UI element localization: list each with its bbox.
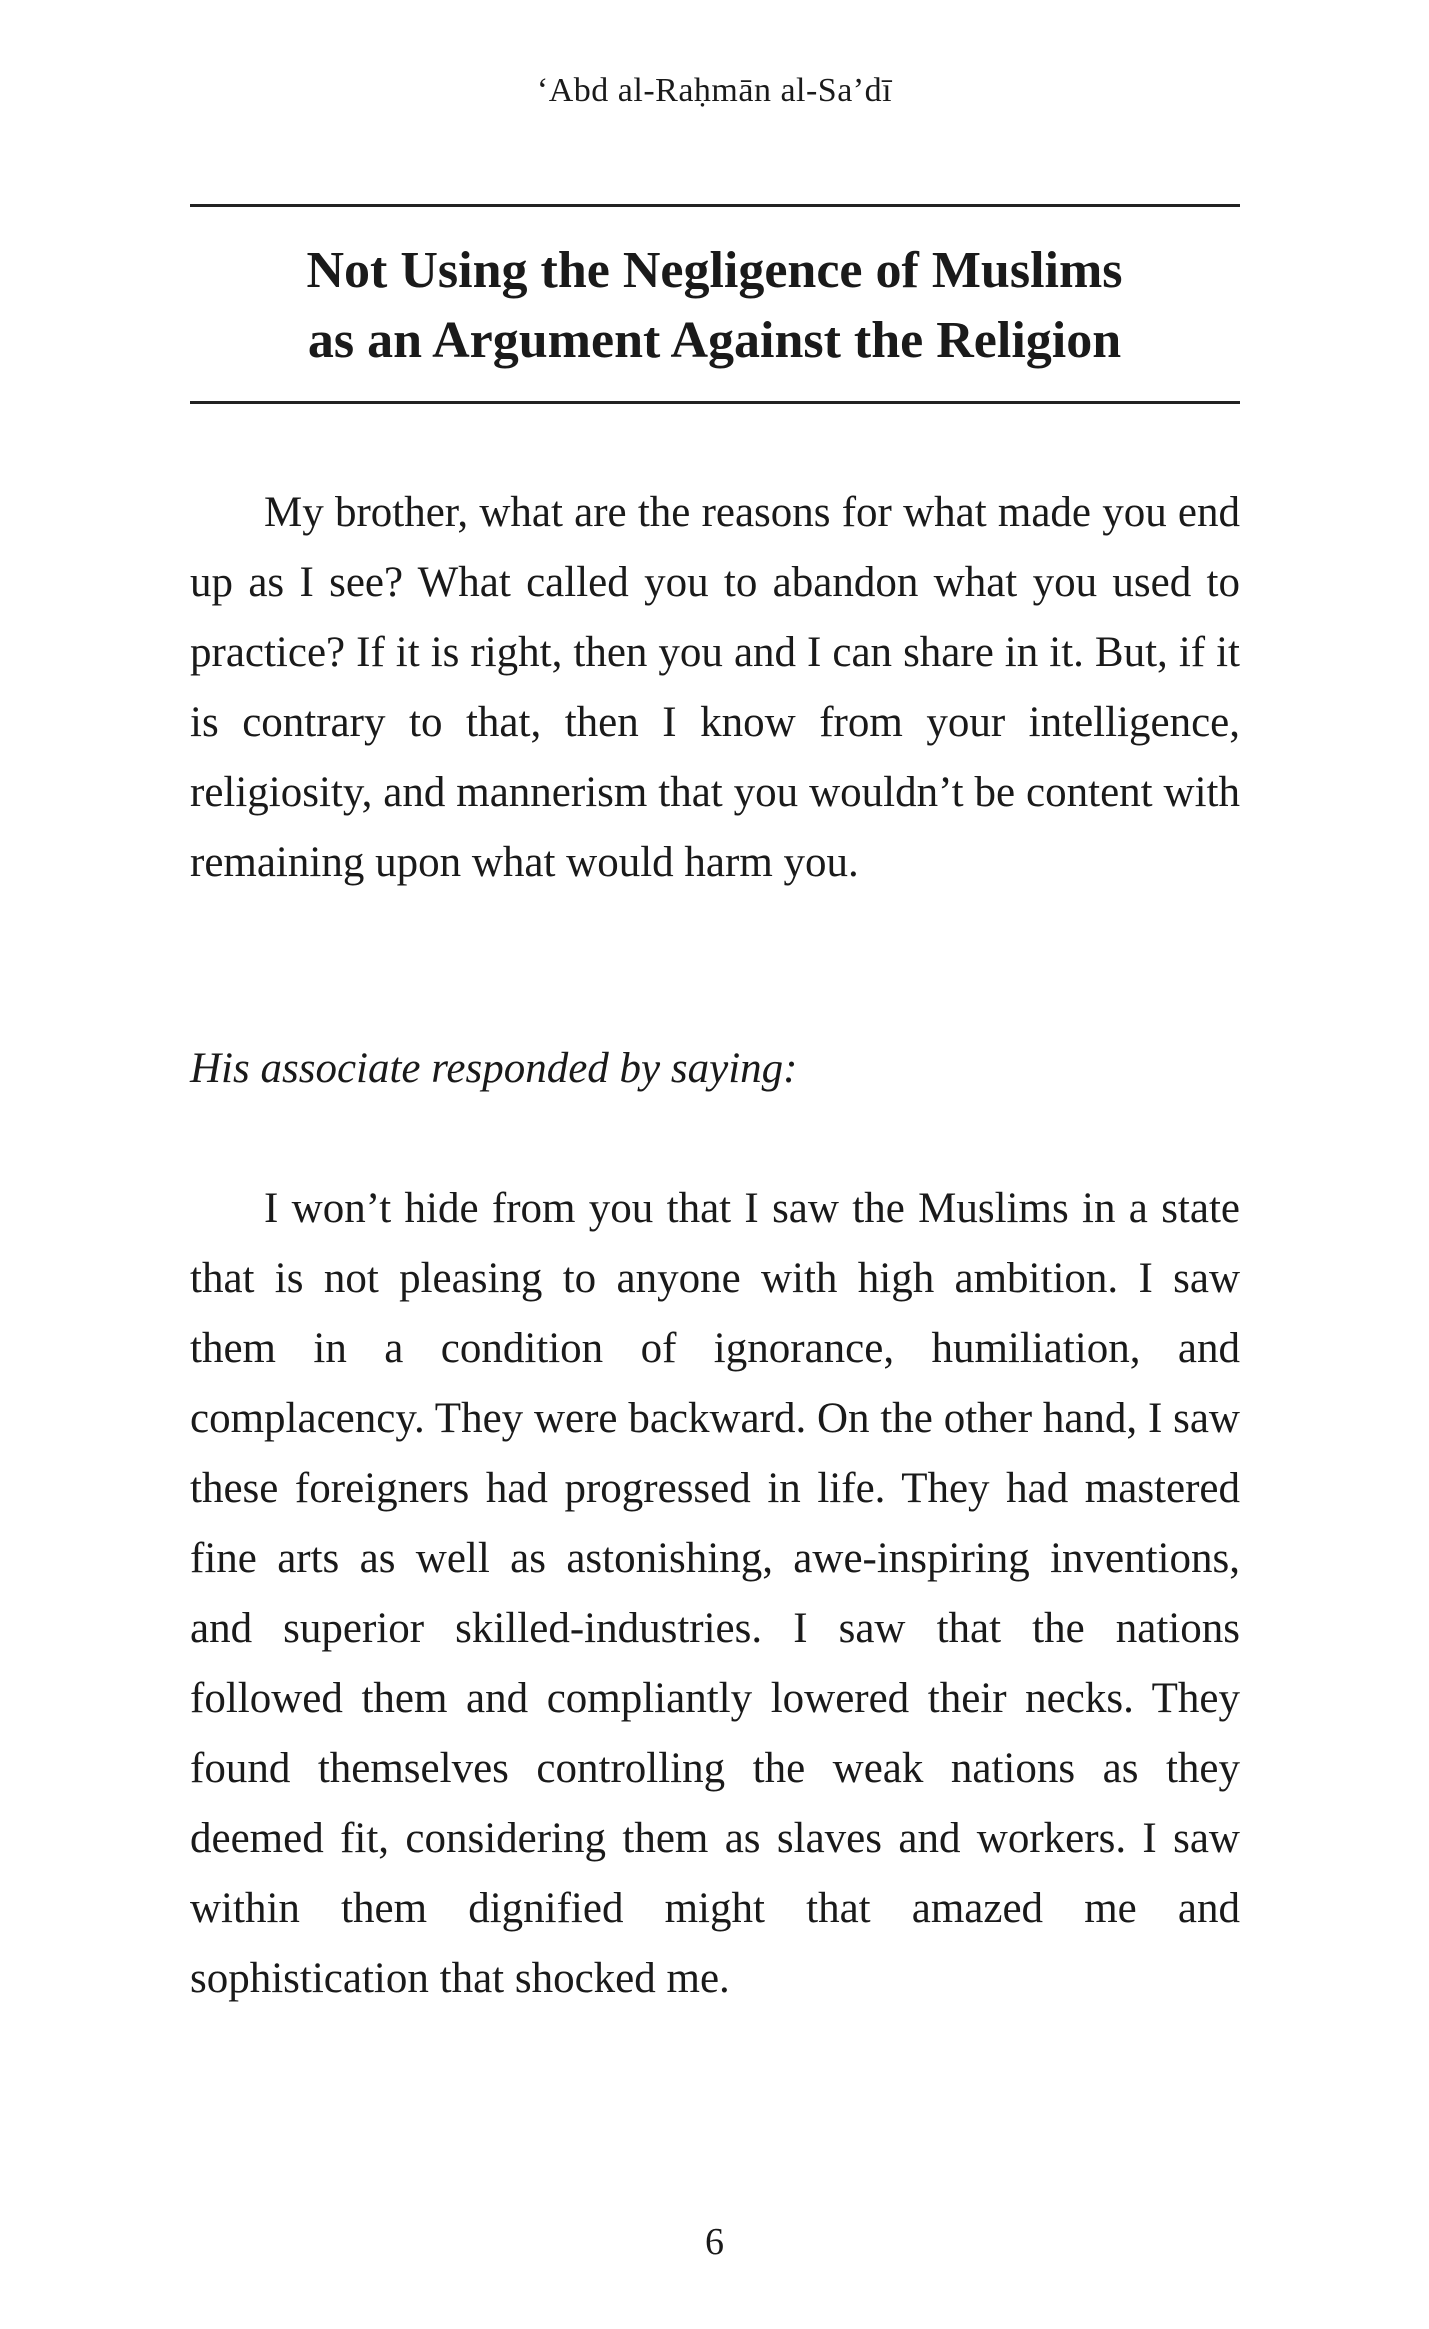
speaker-line: His associate responded by saying: <box>190 1045 798 1092</box>
running-header: ‘Abd al-Raḥmān al-Sa’dī <box>536 72 893 109</box>
chapter-title <box>150 236 1279 376</box>
chapter-title-line-1: Not Using the Negligence of Muslims <box>306 242 1123 299</box>
title-rule-top <box>190 204 1240 207</box>
title-rule-bottom <box>190 401 1240 404</box>
chapter-title-line-2: as an Argument Against the Religion <box>307 312 1122 369</box>
paragraph-1: My brother, what are the reasons for what made you end up as I see? What called you to abandon what you used to practice? If it is right, then you and I can share in it. But, if it is contrary to that, then I know from your intelligence, religiosity, and mannerism that you wouldn’t be content with remaining upon what would harm you. <box>190 489 1240 886</box>
page-number: 6 <box>705 2221 724 2263</box>
paragraph-2: I won’t hide from you that I saw the Muslims in a state that is not pleasing to anyone with high ambition. I saw them in a condition of ignorance, humiliation, and complacency. They were backward. On the other hand, I saw these foreigners had progressed in life. They had mastered fine arts as well as astonishing, awe-inspiring inventions, and superior skilled-industries. I saw that the nations followed them and compliantly lowered their necks. They found themselves controlling the weak nations as they deemed fit, considering them as slaves and workers. I saw within them dignified might that amazed me and sophistication that shocked me. <box>190 1185 1240 2002</box>
